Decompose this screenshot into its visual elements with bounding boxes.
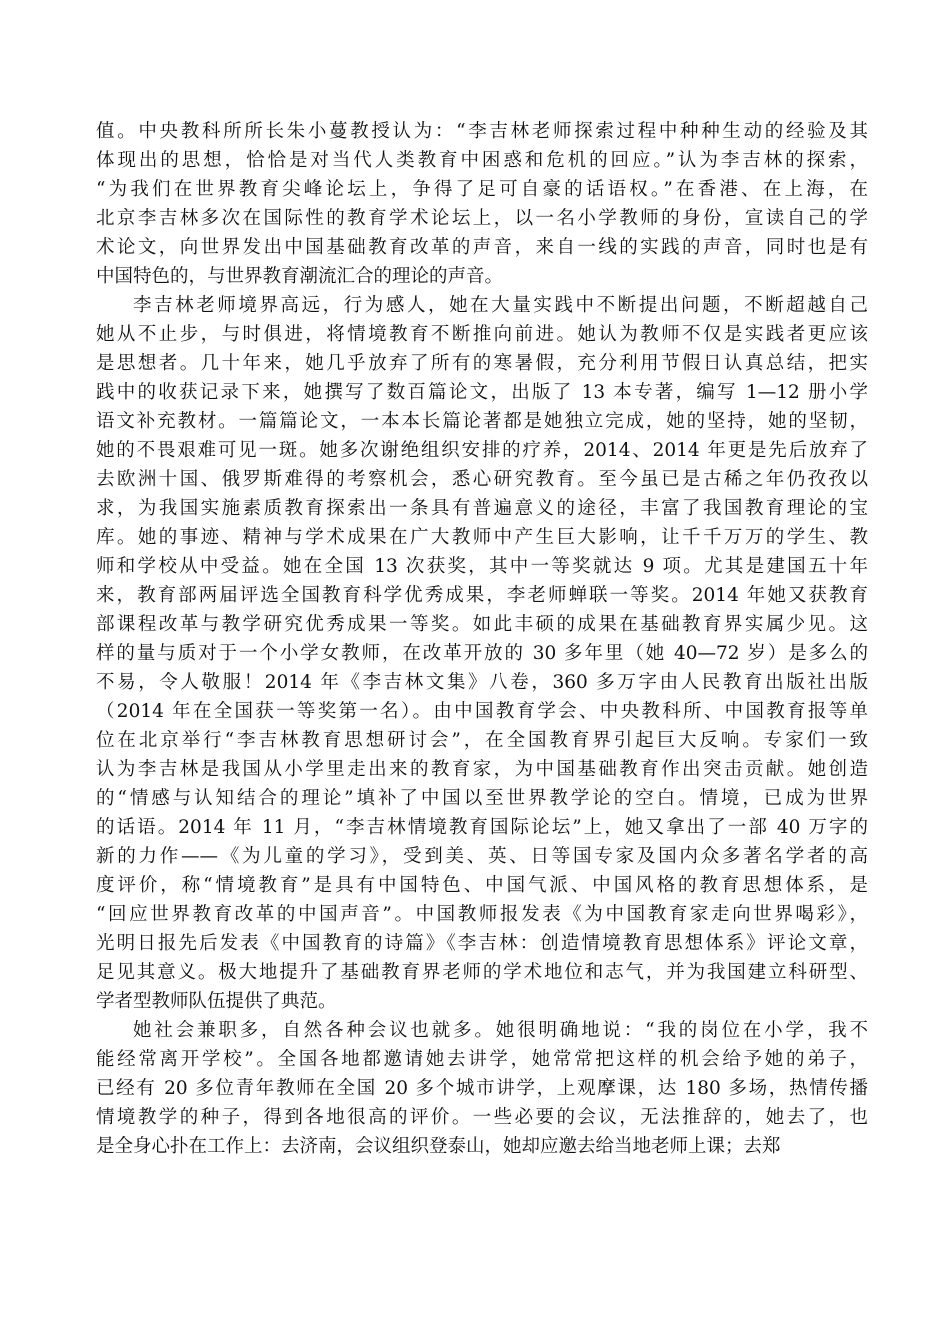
text-line: 去欧洲十国、俄罗斯难得的考察机会，悉心研究教育。至今虽已是古稀之年仍孜孜以 [96, 469, 868, 490]
text-line: 情境教学的种子，得到各地很高的评价。一些必要的会议，无法推辞的，她去了，也 [96, 1107, 868, 1128]
text-line: 北京李吉林多次在国际性的教育学术论坛上，以一名小学教师的身份，宣读自己的学 [96, 208, 868, 229]
text-line: 度评价，称“情境教育”是具有中国特色、中国气派、中国风格的教育思想体系，是 [96, 875, 868, 896]
text-line: 她从不止步，与时俱进，将情境教育不断推向前进。她认为教师不仅是实践者更应该 [96, 324, 868, 345]
paragraph [96, 117, 868, 291]
text-line: 践中的收获记录下来，她撰写了数百篇论文，出版了 13 本专著，编写 1—12 册小学 [96, 382, 868, 403]
text-line: 术论文，向世界发出中国基础教育改革的声音，来自一线的实践的声音，同时也是有 [96, 237, 868, 258]
text-line: 库。她的事迹、精神与学术成果在广大教师中产生巨大影响，让千千万万的学生、教 [96, 527, 868, 548]
text-line: 值。中央教科所所长朱小蔓教授认为：“李吉林老师探索过程中种种生动的经验及其 [96, 121, 868, 142]
text-line: 光明日报先后发表《中国教育的诗篇》《李吉林：创造情境教育思想体系》评论文章， [96, 933, 868, 954]
text-line: 样的量与质对于一个小学女教师，在改革开放的 30 多年里（她 40—72 岁）是多么的 [96, 643, 868, 664]
text-line: “回应世界教育改革的中国声音”。中国教师报发表《为中国教育家走向世界喝彩》， [96, 904, 868, 925]
text-line: 部课程改革与教学研究优秀成果一等奖。如此丰硕的成果在基础教育界实属少见。这 [96, 614, 868, 635]
text-line: 认为李吉林是我国从小学里走出来的教育家，为中国基础教育作出突击贡献。她创造 [96, 759, 868, 780]
text-line: 她社会兼职多，自然各种会议也就多。她很明确地说：“我的岗位在小学，我不 [133, 1020, 868, 1041]
text-line: 是思想者。几十年来，她几乎放弃了所有的寒暑假，充分利用节假日认真总结，把实 [96, 353, 868, 374]
text-line: 她的不畏艰难可见一斑。她多次谢绝组织安排的疗养，2014、2014 年更是先后放弃了 [96, 440, 868, 461]
text-line: 已经有 20 多位青年教师在全国 20 多个城市讲学，上观摩课，达 180 多场，热情传播 [96, 1078, 868, 1099]
text-line: 师和学校从中受益。她在全国 13 次获奖，其中一等奖就达 9 项。尤其是建国五十年 [96, 556, 868, 577]
text-line: 位在北京举行“李吉林教育思想研讨会”，在全国教育界引起巨大反响。专家们一致 [96, 730, 868, 751]
document-body [96, 117, 868, 1161]
text-line: 求，为我国实施素质教育探索出一条具有普遍意义的途径，丰富了我国教育理论的宝 [96, 498, 868, 519]
text-line: 新的力作——《为儿童的学习》，受到美、英、日等国专家及国内众多著名学者的高 [96, 846, 868, 867]
text-line: “为我们在世界教育尖峰论坛上，争得了足可自豪的话语权。”在香港、在上海，在 [96, 179, 868, 200]
text-line: 的“情感与认知结合的理论”填补了中国以至世界教学论的空白。情境，已成为世界 [96, 788, 868, 809]
text-line: 的话语。2014 年 11 月，“李吉林情境教育国际论坛”上，她又拿出了一部 40 万字的 [96, 817, 868, 838]
text-line: 李吉林老师境界高远，行为感人，她在大量实践中不断提出问题，不断超越自己 [133, 295, 868, 316]
text-line: 语文补充教材。一篇篇论文，一本本长篇论著都是她独立完成，她的坚持，她的坚韧， [96, 411, 868, 432]
text-line: （2014 年在全国获一等奖第一名）。由中国教育学会、中央教科所、中国教育报等单 [96, 701, 868, 722]
text-line: 中国特色的，与世界教育潮流汇合的理论的声音。 [96, 266, 504, 287]
paragraph [96, 291, 868, 1016]
text-line: 是全身心扑在工作上：去济南，会议组织登泰山，她却应邀去给当地老师上课；去郑 [96, 1136, 781, 1157]
text-line: 能经常离开学校”。全国各地都邀请她去讲学，她常常把这样的机会给予她的弟子， [96, 1049, 868, 1070]
text-line: 不易，令人敬服！2014 年《李吉林文集》八卷，360 多万字由人民教育出版社出版 [96, 672, 868, 693]
text-line: 足见其意义。极大地提升了基础教育界老师的学术地位和志气，并为我国建立科研型、 [96, 962, 868, 983]
text-line: 学者型教师队伍提供了典范。 [96, 991, 337, 1012]
text-line: 体现出的思想，恰恰是对当代人类教育中困惑和危机的回应。”认为李吉林的探索， [96, 150, 868, 171]
paragraph [96, 1016, 868, 1161]
text-line: 来，教育部两届评选全国教育科学优秀成果，李老师蝉联一等奖。2014 年她又获教育 [96, 585, 868, 606]
